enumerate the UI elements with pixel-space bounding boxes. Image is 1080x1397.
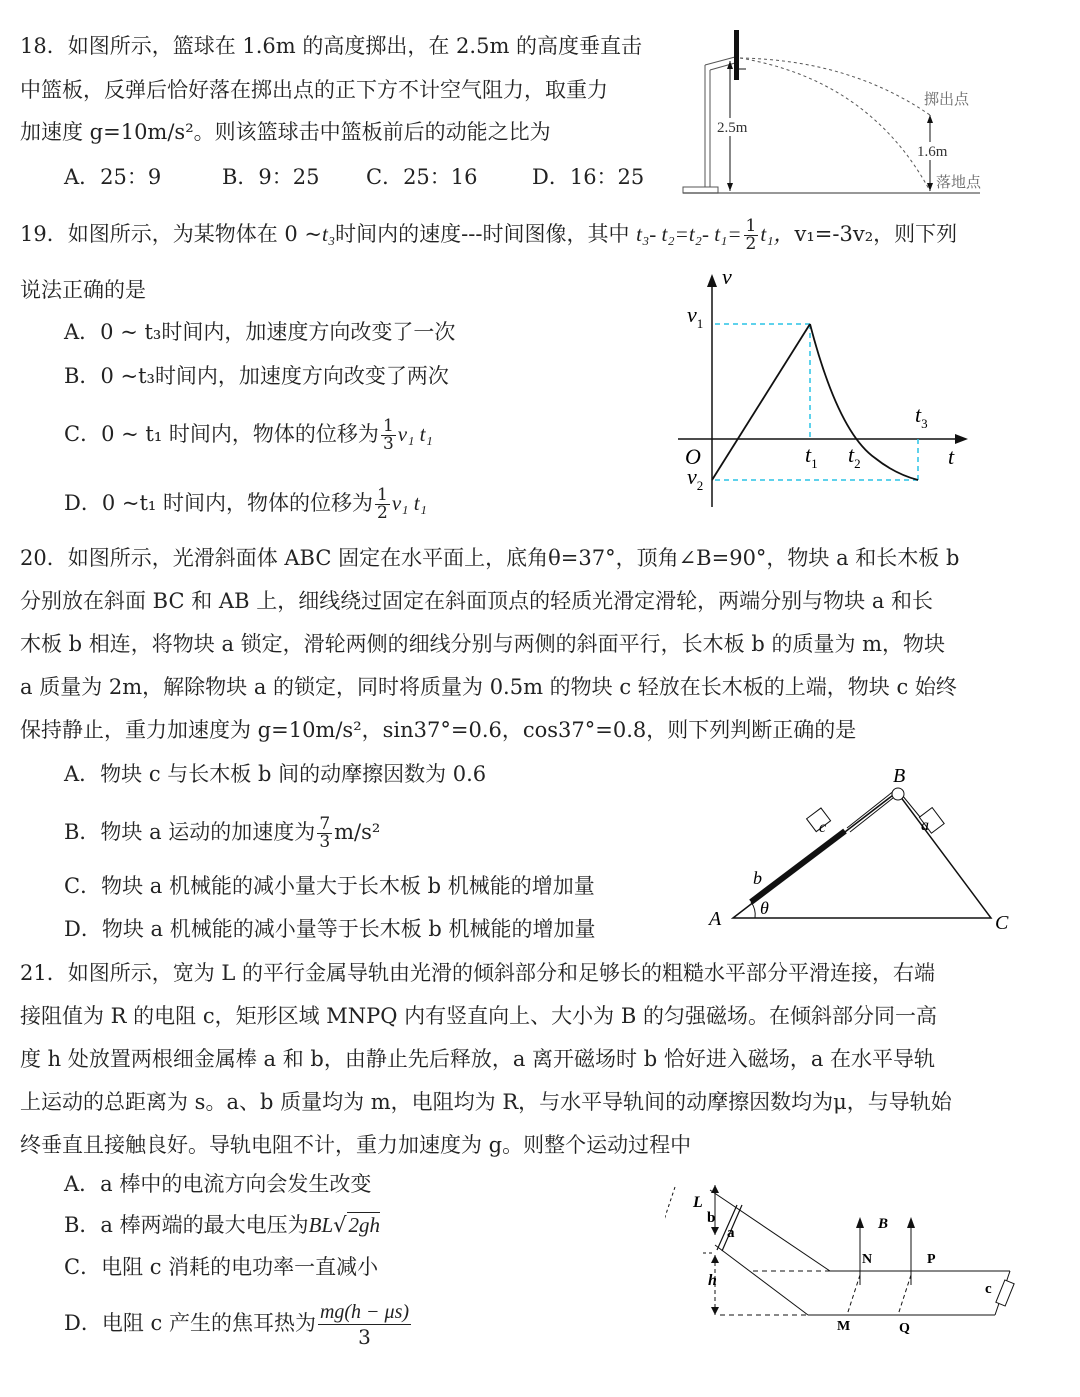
- q21-option-a[interactable]: A．a 棒中的电流方向会发生改变: [64, 1172, 372, 1196]
- trajectory-in: [740, 58, 930, 115]
- rail-figure: [665, 1175, 1025, 1335]
- label-rod-b: b: [707, 1210, 716, 1226]
- triangle-abc: [733, 792, 991, 918]
- option-text: B．a 棒两端的最大电压为: [64, 1213, 309, 1237]
- label-field-b: B: [878, 1216, 889, 1232]
- frac-den: 3: [382, 434, 394, 454]
- label-m: M: [837, 1319, 851, 1334]
- frac-den: 2: [745, 234, 757, 254]
- frac-num: 1: [377, 485, 388, 505]
- option-label: A．: [64, 320, 101, 344]
- q19-v-cond: v₁=-3v₂，则下列: [794, 222, 958, 246]
- rail-lower-incline: [715, 1245, 808, 1315]
- label-2-5m: 2.5m: [717, 120, 748, 136]
- v2-label: $v_2$: [687, 464, 704, 493]
- q19-t3: t₃: [322, 222, 336, 246]
- theta-label: θ: [760, 898, 769, 918]
- label-h: h: [708, 1272, 717, 1289]
- q20-option-b[interactable]: [64, 816, 380, 851]
- frac-den: 3: [358, 1325, 371, 1349]
- vertex-b: B: [893, 765, 906, 787]
- velocity-line-rise: [712, 324, 810, 480]
- option-range: 0 ~t₁: [101, 491, 157, 515]
- q19-option-d[interactable]: [64, 487, 427, 522]
- q21-option-c[interactable]: C．电阻 c 消耗的电功率一直减小: [64, 1255, 379, 1279]
- hoop-base: [683, 187, 718, 193]
- q21-line-3: 度 h 处放置两根细金属棒 a 和 b，由静止先后释放，a 离开磁场时 b 恰好进入磁场，a 在水平导轨: [20, 1047, 936, 1071]
- label-n: N: [862, 1252, 873, 1267]
- fraction: [318, 1300, 411, 1349]
- t2-label: $t_2$: [848, 442, 861, 471]
- option-unit: m/s²: [334, 820, 381, 844]
- frac-den: 2: [377, 503, 388, 523]
- q19-line-1: [20, 218, 957, 253]
- q18-line-1: 18．如图所示，篮球在 1.6m 的高度掷出，在 2.5m 的高度垂直击: [20, 34, 643, 58]
- q21-line-2: 接阻值为 R 的电阻 c，矩形区域 MNPQ 内有竖直向上、大小为 B 的匀强磁场。在倾斜部分同一高: [20, 1004, 937, 1028]
- label-resistor-c: c: [985, 1281, 992, 1297]
- q20-option-d[interactable]: D．物块 a 机械能的减小量等于长木板 b 机械能的增加量: [64, 917, 596, 941]
- option-range: 0 ~ t₁: [101, 422, 163, 446]
- option-text: 时间内，加速度方向改变了一次: [161, 320, 456, 344]
- option-text: 时间内，物体的位移为: [156, 491, 374, 515]
- q20-line-1: 20．如图所示，光滑斜面体 ABC 固定在水平面上，底角θ=37°，顶角∠B=90°，物块 a 和长木板 b: [20, 546, 960, 570]
- q18-line-2: 中篮板，反弹后恰好落在掷出点的正下方不计空气阻力，取重力: [20, 78, 608, 102]
- q21-option-d[interactable]: [64, 1300, 413, 1349]
- option-label: B．: [64, 364, 101, 388]
- option-range: 0 ~t₃: [100, 364, 155, 388]
- q18-option-a[interactable]: A．25：9: [64, 165, 162, 189]
- q19-line-2: 说法正确的是: [20, 278, 146, 302]
- frac-num: 7: [319, 814, 331, 834]
- vertex-c: C: [995, 912, 1009, 934]
- field-edge-mn: [847, 1275, 860, 1315]
- option-label: D．: [64, 491, 102, 515]
- q18-option-c[interactable]: C．25：16: [366, 165, 478, 189]
- arrow-up-icon: [907, 1217, 915, 1228]
- q21-line-4: 上运动的总距离为 s。a、b 质量均为 m，电阻均为 R，与水平导轨间的动摩擦因数均为μ，与导轨始: [20, 1090, 952, 1114]
- l-guide: [665, 1187, 675, 1223]
- label-a: a: [921, 817, 929, 834]
- q19-condition: t₃- t₂=t₂- t₁=: [636, 222, 742, 246]
- option-text: D．电阻 c 产生的焦耳热为: [64, 1311, 316, 1335]
- v1-label: $v_1$: [687, 302, 704, 331]
- label-p: P: [927, 1252, 936, 1267]
- q20-line-5: 保持静止，重力加速度为 g=10m/s²，sin37°=0.6，cos37°=0.8，则下列判断正确的是: [20, 718, 857, 742]
- q20-option-a[interactable]: A．物块 c 与长木板 b 间的动摩擦因数为 0.6: [64, 762, 487, 786]
- t-axis-arrow-icon: [955, 434, 968, 444]
- board-b: [751, 831, 845, 902]
- arrow-up-icon: [856, 1217, 864, 1228]
- option-text: 时间内，物体的位移为: [162, 422, 379, 446]
- resistor-c: [996, 1280, 1014, 1306]
- fraction: [317, 816, 332, 851]
- t1-label: $t_1$: [805, 442, 818, 471]
- q21-option-b[interactable]: B．a 棒两端的最大电压为BL√2gh: [64, 1213, 381, 1237]
- q19-option-c[interactable]: [64, 418, 433, 453]
- q19-text: 时间内的速度---时间图像，其中: [335, 222, 630, 246]
- q19-t1: t₁，: [760, 222, 795, 246]
- fraction: [381, 418, 396, 453]
- t-axis-label: t: [948, 444, 955, 469]
- vertex-a: A: [709, 908, 722, 930]
- label-q: Q: [899, 1321, 910, 1335]
- fraction: [375, 487, 390, 522]
- q20-line-2: 分别放在斜面 BC 和 AB 上，细线绕过固定在斜面顶点的轻质光滑定滑轮，两端分别与物块 a 和长: [20, 589, 934, 613]
- option-tail: v₁ t₁: [391, 491, 427, 515]
- label-throw-point: 掷出点: [924, 92, 970, 108]
- string-left: [847, 790, 895, 828]
- origin-label: O: [685, 444, 701, 469]
- v-axis-arrow-icon: [707, 274, 717, 287]
- string-right: [902, 795, 920, 817]
- option-expr: BL: [308, 1213, 334, 1237]
- backboard: [734, 30, 739, 80]
- q21-line-1: 21．如图所示，宽为 L 的平行金属导轨由光滑的倾斜部分和足够长的粗糙水平部分平滑连接，右端: [20, 961, 936, 985]
- incline-figure: [695, 762, 1025, 937]
- string-left-2: [850, 794, 898, 832]
- label-c: c: [819, 819, 827, 836]
- v-axis-label: v: [722, 264, 732, 289]
- trajectory-out: [740, 58, 930, 191]
- option-tail: v₁ t₁: [397, 422, 433, 446]
- option-range: 0 ~ t₃: [100, 320, 162, 344]
- pulley-icon: [892, 788, 904, 800]
- label-1-6m: 1.6m: [917, 144, 948, 160]
- frac-num: 1: [382, 416, 394, 436]
- label-b: b: [753, 868, 762, 888]
- option-label: C．: [64, 422, 102, 446]
- q21-line-5: 终垂直且接触良好。导轨电阻不计，重力加速度为 g。则整个运动过程中: [20, 1133, 692, 1157]
- q20-line-3: 木板 b 相连，将物块 a 锁定，滑轮两侧的细线分别与两侧的斜面平行，长木板 b 的质量为 m，物块: [20, 632, 946, 656]
- q20-line-4: a 质量为 2m，解除物块 a 的锁定，同时将质量为 0.5m 的物块 c 轻放在长木板的上端，物块 c 始终: [20, 675, 957, 699]
- option-text: 时间内，加速度方向改变了两次: [154, 364, 449, 388]
- velocity-curve-fall: [810, 324, 918, 480]
- frac-den: 3: [319, 832, 331, 852]
- q18-option-b[interactable]: B．9：25: [222, 165, 320, 189]
- basketball-figure: [680, 25, 1000, 200]
- velocity-time-graph: [670, 262, 980, 517]
- q18-line-3: 加速度 g=10m/s²。则该篮球击中篮板前后的动能之比为: [20, 120, 551, 144]
- arrow-head: [927, 115, 933, 123]
- q20-option-c[interactable]: C．物块 a 机械能的减小量大于长木板 b 机械能的增加量: [64, 874, 595, 898]
- t3-label: $t_3$: [915, 402, 928, 431]
- option-text: B．物块 a 运动的加速度为: [64, 820, 316, 844]
- arrow-head: [727, 183, 733, 191]
- frac-num: 1: [745, 216, 757, 236]
- q18-option-d[interactable]: D．16：25: [532, 165, 645, 189]
- fraction-half: [744, 218, 759, 253]
- frac-num: mg(h − μs): [319, 1301, 410, 1323]
- q19-option-b[interactable]: [64, 362, 449, 390]
- sqrt-content: 2gh: [348, 1213, 381, 1237]
- q19-option-a[interactable]: [64, 318, 455, 346]
- q19-text: 19．如图所示，为某物体在 0 ~: [20, 222, 323, 246]
- label-landing-point: 落地点: [936, 175, 982, 191]
- field-edge-pq: [898, 1275, 911, 1315]
- label-l: L: [693, 1194, 703, 1211]
- label-rod-a: a: [727, 1225, 735, 1241]
